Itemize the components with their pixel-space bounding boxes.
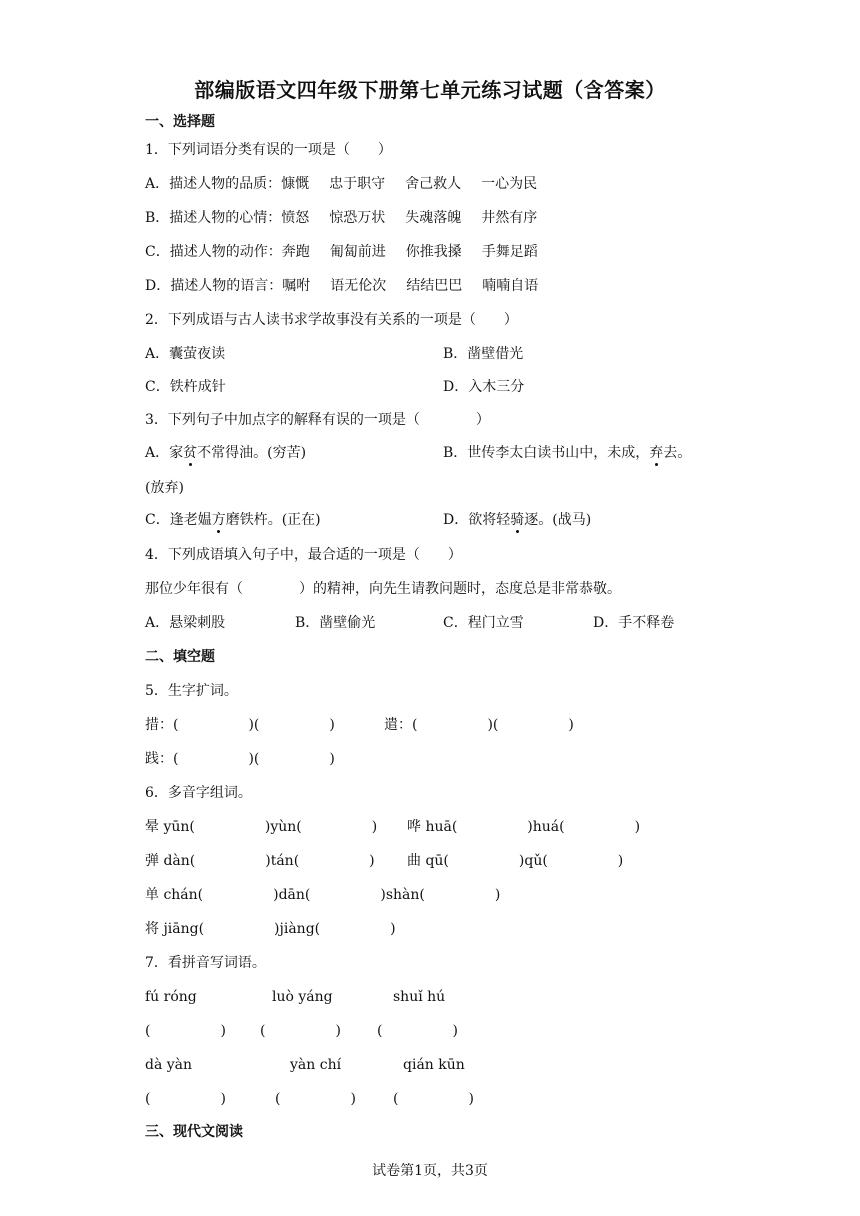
q6-row2-right: 曲 qū( )qǔ( ) [407,853,624,869]
q2-option-d: D．入木三分 [443,379,525,395]
q4-sentence: 那位少年很有（ ）的精神，向先生请教问题时，态度总是非常恭敬。 [145,581,621,597]
q3-d-pre: D．欲将轻 [443,512,511,528]
q1-b-lead: B．描述人物的心情：愤怒 [145,210,310,226]
section-heading-reading: 三、现代文阅读 [145,1124,243,1140]
q6-row1-left: 晕 yūn( )yùn( ) [145,819,378,835]
q3-option-b [443,444,691,462]
q3-option-c [145,511,321,529]
q2-stem: 2．下列成语与古人读书求学故事没有关系的一项是（ ） [145,312,518,328]
q4-option-a: A．悬梁刺股 [145,615,226,631]
q3-d-post: 逐。(战马) [524,512,592,528]
q7-blank-2: ( ) [260,1023,341,1039]
q7-pinyin-6: qián kūn [403,1057,465,1073]
q1-stem: 1．下列词语分类有误的一项是（ ） [145,142,392,158]
q1-b-w2: 惊恐万状 [329,210,386,226]
q6-row3: 单 chán( )dān( )shàn( ) [145,887,501,903]
q7-pinyin-5: yàn chí [290,1057,342,1073]
q5-row2-left: 践：( )( ) [145,751,335,767]
q1-c-w4: 手舞足蹈 [481,244,538,260]
q4-stem: 4．下列成语填入句子中，最合适的一项是（ ） [145,547,462,563]
q5-row1-right: 遣：( )( ) [384,717,574,733]
q7-blank-6: ( ) [393,1091,474,1107]
q3-c-dotted-char: 方 [211,512,226,528]
q2-option-a: A．囊萤夜读 [145,346,226,362]
q1-c-w3: 你推我搡 [405,244,462,260]
q1-option-b [145,209,537,227]
q3-b-post: 去。 [663,445,692,461]
q3-b-dotted-char: 弃 [649,445,664,461]
q1-a-w3: 舍己救人 [405,176,462,192]
q4-option-b: B．凿壁偷光 [295,615,376,631]
q7-pinyin-4: dà yàn [145,1057,193,1073]
q5-row1-left: 措：( )( ) [145,717,335,733]
q3-d-dotted-char: 骑 [510,512,525,528]
q1-d-w2: 语无伦次 [330,278,387,294]
q1-d-lead: D．描述人物的语言：嘱咐 [145,278,311,294]
q3-option-a [145,444,306,462]
section-heading-fill: 二、填空题 [145,649,215,665]
q7-pinyin-3: shuǐ hú [393,989,446,1005]
q1-b-w3: 失魂落魄 [405,210,462,226]
q3-a-dotted-char: 贫 [183,445,198,461]
q3-b-pre: B．世传李太白读书山中，未成， [443,445,650,461]
q1-a-lead: A．描述人物的品质：慷慨 [145,176,310,192]
q6-row4: 将 jiāng( )jiàng( ) [145,921,396,937]
q4-option-c: C．程门立雪 [443,615,524,631]
q7-blank-5: ( ) [275,1091,356,1107]
page-footer: 试卷第1页，共3页 [372,1163,488,1179]
q7-blank-3: ( ) [377,1023,458,1039]
q6-row2-left: 弹 dàn( )tán( ) [145,853,375,869]
q1-c-lead: C．描述人物的动作：奔跑 [145,244,310,260]
q7-pinyin-1: fú róng [145,989,197,1005]
q6-stem: 6．多音字组词。 [145,785,252,801]
q3-stem: 3．下列句子中加点字的解释有误的一项是（ ） [145,412,490,428]
section-heading-choice: 一、选择题 [145,114,215,130]
q3-c-pre: C．逢老媪 [145,512,212,528]
q7-stem: 7．看拼音写词语。 [145,955,266,971]
q1-option-d [145,277,538,295]
q7-blank-4: ( ) [145,1091,226,1107]
q4-option-d: D．手不释卷 [593,615,675,631]
q1-option-a [145,175,537,193]
page-title: 部编版语文四年级下册第七单元练习试题（含答案） [194,78,666,102]
q1-c-w2: 匍匐前进 [329,244,386,260]
q1-a-w2: 忠于职守 [329,176,386,192]
q7-pinyin-2: luò yáng [272,989,333,1005]
q1-b-w4: 井然有序 [481,210,538,226]
q3-a-pre: A．家 [145,445,184,461]
q7-blank-1: ( ) [145,1023,226,1039]
q1-a-w4: 一心为民 [481,176,538,192]
q5-stem: 5．生字扩词。 [145,683,238,699]
q1-d-w3: 结结巴巴 [406,278,463,294]
q1-d-w4: 喃喃自语 [482,278,539,294]
q3-a-post: 不常得油。(穷苦) [197,445,307,461]
q2-option-c: C．铁杵成针 [145,379,226,395]
q2-option-b: B．凿壁借光 [443,346,524,362]
q3-c-post: 磨铁杵。(正在) [225,512,321,528]
q3-option-d [443,511,591,529]
q6-row1-right: 哗 huā( )huá( ) [407,819,641,835]
q3-option-b-continued: (放弃) [145,480,184,496]
q1-option-c [145,243,538,261]
